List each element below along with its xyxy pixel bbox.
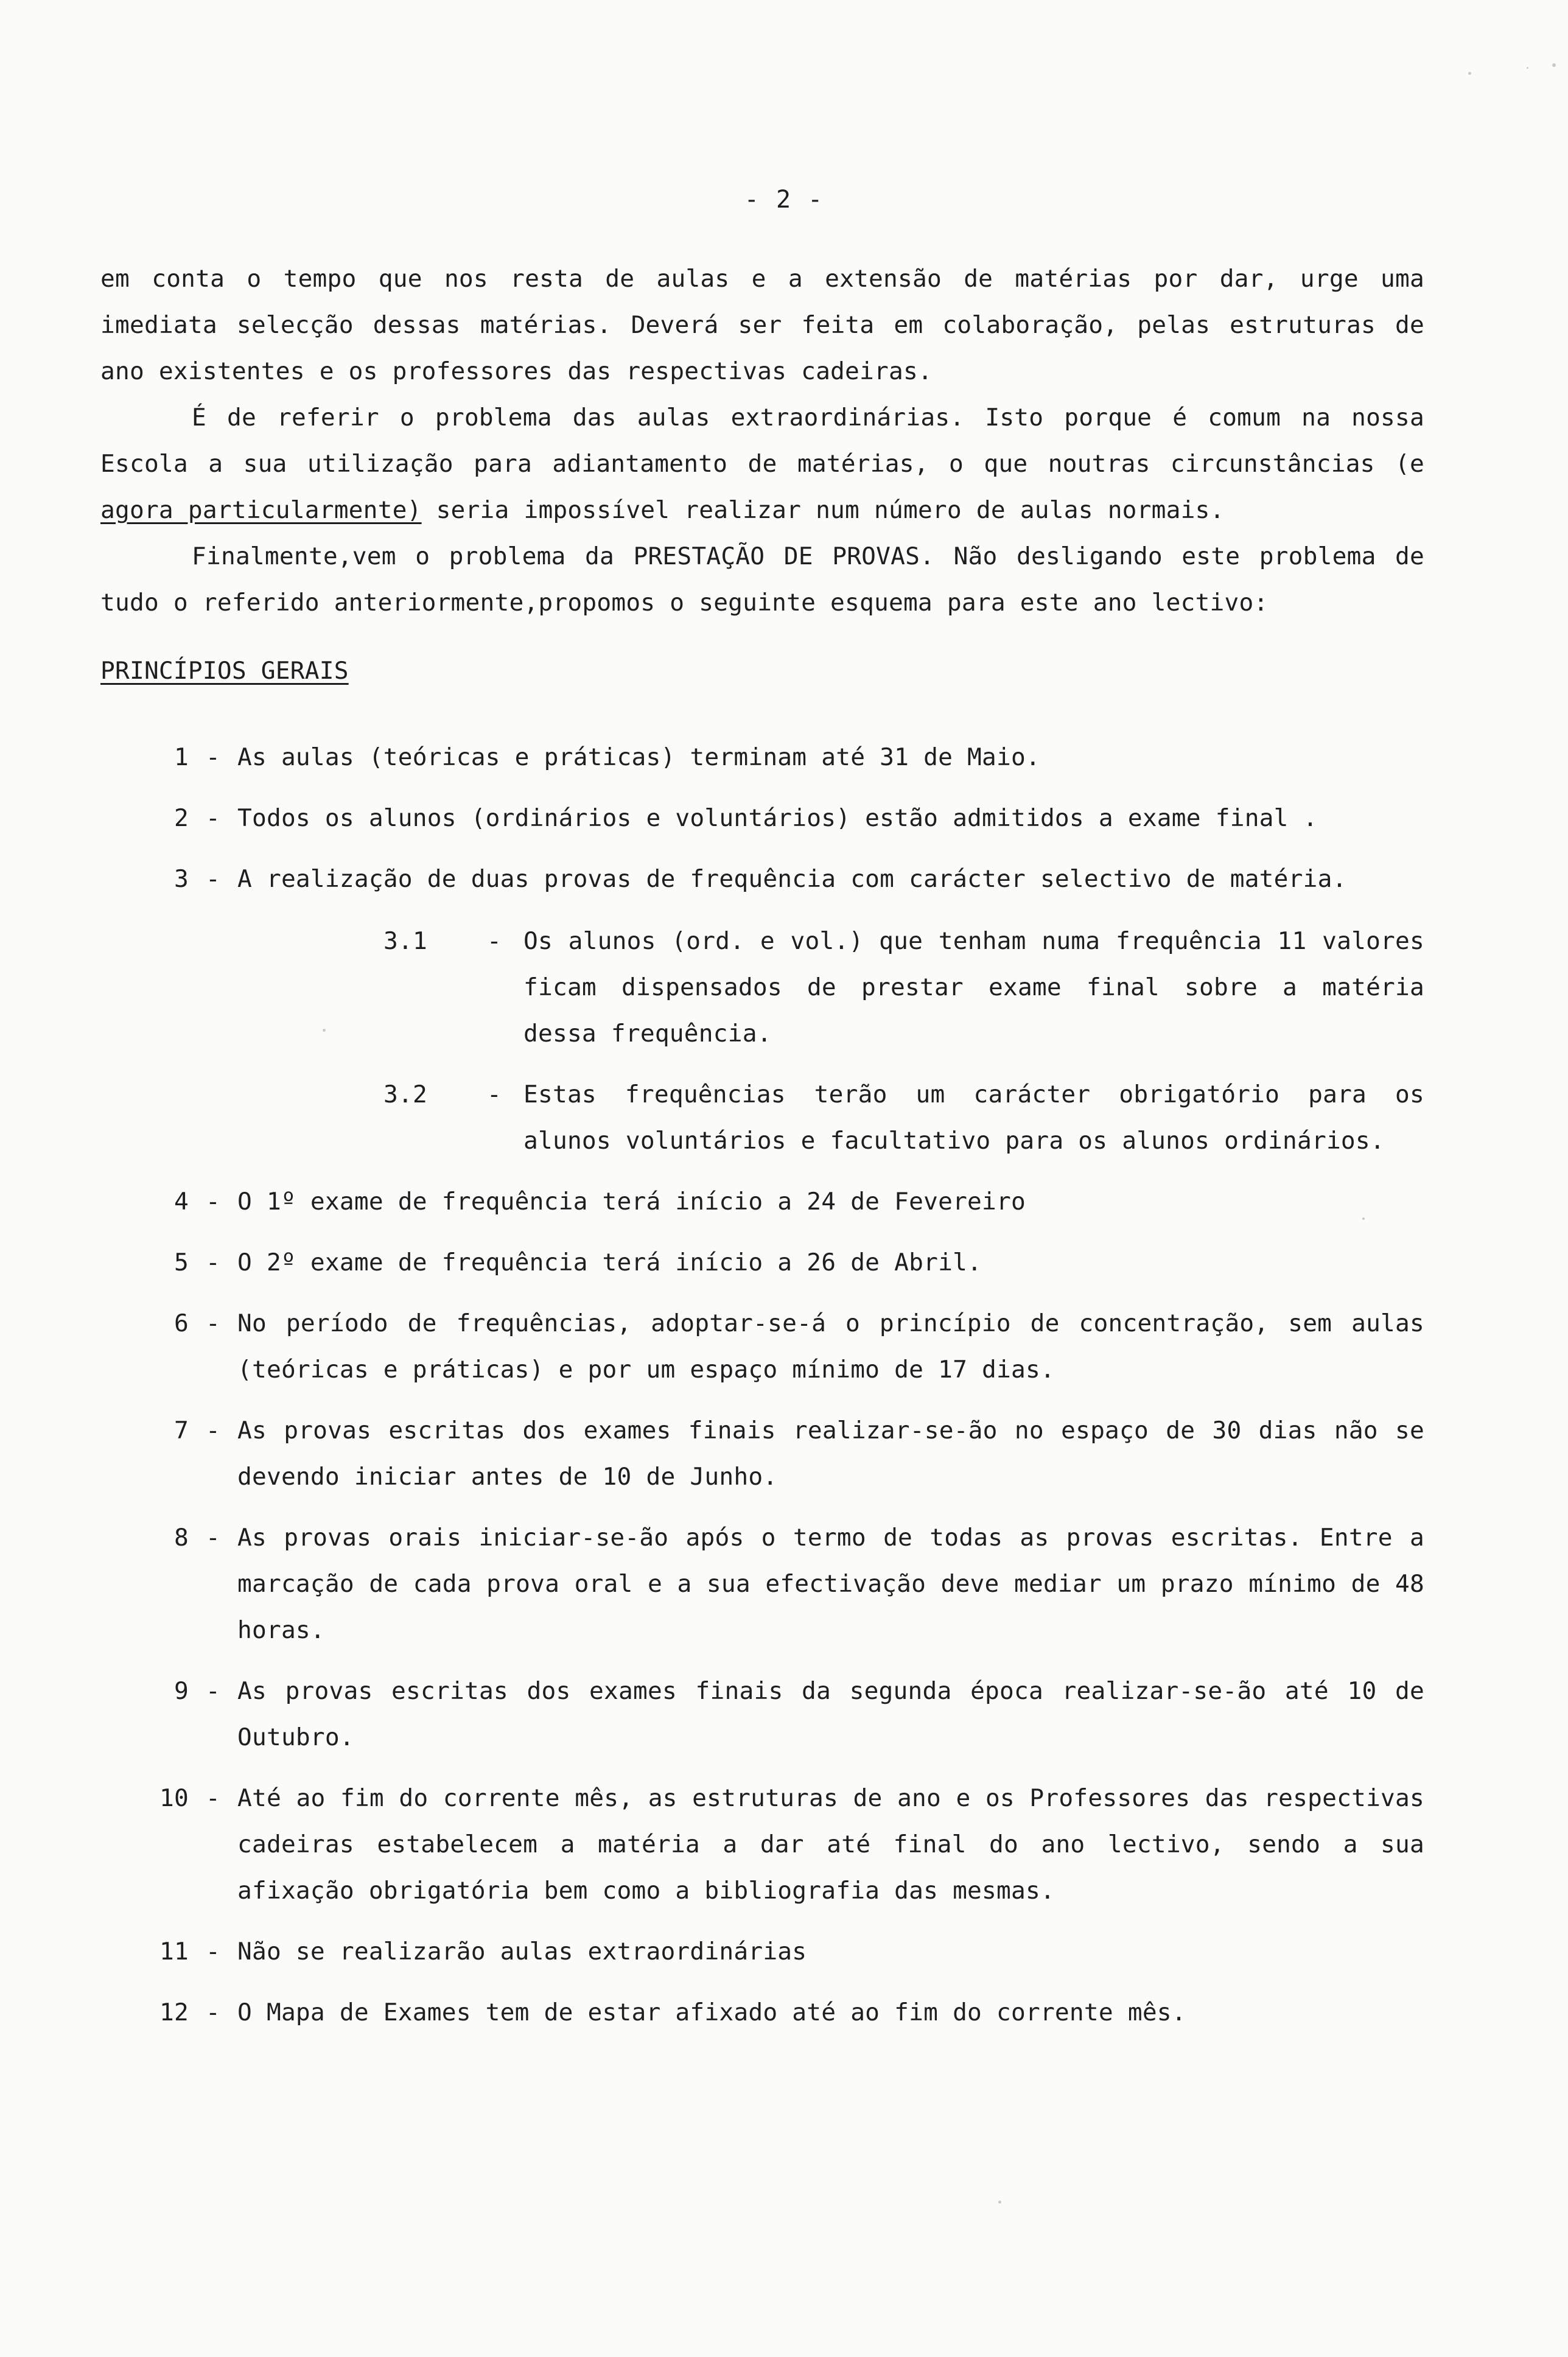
- scan-speck: [1552, 63, 1556, 67]
- item-number: 3: [174, 865, 189, 893]
- item-text: As aulas (teóricas e práticas) terminam até 31 de Maio.: [237, 743, 1040, 771]
- item-text: O 1º exame de frequência terá início a 24 de Fevereiro: [237, 1188, 1026, 1216]
- sub-item-text: Os alunos (ord. e vol.) que tenham numa frequência 11 valores ficam dispensados de prestar exame final sobre a matéria dessa frequência.: [523, 927, 1424, 1048]
- item-number: 5: [174, 1249, 189, 1277]
- item-dash: -: [206, 1784, 220, 1812]
- item-dash: -: [206, 1309, 220, 1337]
- item-text: As provas escritas dos exames finais da segunda época realizar-se-ão até 10 de Outubro.: [237, 1677, 1424, 1751]
- sub-item-dash: -: [487, 1080, 502, 1108]
- scan-speck: [1527, 67, 1528, 69]
- exams-paragraph: Finalmente,vem o problema da PRESTAÇÃO DE PROVAS. Não desligando este problema de tudo o referido anteriormente,propomos o seguinte esquema para este ano lectivo:: [100, 542, 1424, 617]
- paragraph-text: É de referir o problema das aulas extraordinárias. Isto porque é comum na nossa Escola a sua utilização para adiantamento de matérias, o que noutras circunstâncias (e: [100, 404, 1424, 478]
- item-text: Até ao fim do corrente mês, as estruturas de ano e os Professores das respectivas cadeiras estabelecem a matéria a dar até final do ano lectivo, sendo a sua afixação obrigatória bem como a bibliografia das mesmas.: [237, 1784, 1424, 1905]
- item-text: Todos os alunos (ordinários e voluntários) estão admitidos a exame final .: [237, 804, 1318, 832]
- principle-item: [100, 1300, 1424, 1393]
- sub-principle-item: [383, 1071, 1424, 1164]
- sub-item-dash: -: [487, 927, 502, 955]
- section-heading: PRINCÍPIOS GERAIS: [100, 657, 349, 685]
- item-dash: -: [206, 804, 220, 832]
- principle-item: [100, 1928, 1424, 1975]
- item-number: 4: [174, 1188, 189, 1216]
- sub-principles-list: [383, 918, 1424, 1164]
- sub-item-number: 3.2: [383, 1080, 427, 1108]
- principle-item: [100, 856, 1424, 1164]
- underlined-phrase: agora particularmente): [100, 496, 422, 524]
- item-dash: -: [206, 1188, 220, 1216]
- item-dash: -: [206, 1938, 220, 1966]
- principle-item: [100, 1239, 1424, 1286]
- item-text: No período de frequências, adoptar-se-á o princípio de concentração, sem aulas (teóricas e práticas) e por um espaço mínimo de 17 dias.: [237, 1309, 1424, 1384]
- principle-item: [100, 734, 1424, 780]
- sub-item-text: Estas frequências terão um carácter obrigatório para os alunos voluntários e facultativo para os alunos ordinários.: [523, 1080, 1424, 1155]
- item-dash: -: [206, 1249, 220, 1277]
- item-number: 12: [159, 1998, 189, 2026]
- item-number: 2: [174, 804, 189, 832]
- item-dash: -: [206, 1998, 220, 2026]
- item-dash: -: [206, 1417, 220, 1445]
- principle-item: [100, 1989, 1424, 2036]
- principle-item: [100, 1668, 1424, 1760]
- principle-item: [100, 1407, 1424, 1500]
- page-number: - 2 -: [744, 186, 824, 214]
- item-number: 7: [174, 1417, 189, 1445]
- principle-item: [100, 795, 1424, 841]
- item-dash: -: [206, 743, 220, 771]
- item-text: Não se realizarão aulas extraordinárias: [237, 1938, 807, 1966]
- item-number: 6: [174, 1309, 189, 1337]
- scan-speck: [998, 2201, 1001, 2204]
- item-number: 8: [174, 1524, 189, 1552]
- item-number: 1: [174, 743, 189, 771]
- principle-item: [100, 1775, 1424, 1914]
- sub-item-number: 3.1: [383, 927, 427, 955]
- item-text: As provas orais iniciar-se-ão após o termo de todas as provas escritas. Entre a marcação de cada prova oral e a sua efectivação deve mediar um prazo mínimo de 48 horas.: [237, 1524, 1424, 1644]
- item-number: 11: [159, 1938, 189, 1966]
- item-number: 9: [174, 1677, 189, 1705]
- document-body: [100, 256, 1424, 2050]
- extraordinary-classes-paragraph: [100, 394, 1424, 533]
- intro-paragraph: em conta o tempo que nos resta de aulas e a extensão de matérias por dar, urge uma imediata selecção dessas matérias. Deverá ser feita em colaboração, pelas estruturas de ano existentes e os professores das respectivas cadeiras.: [100, 265, 1424, 385]
- paragraph-text: seria impossível realizar num número de aulas normais.: [421, 496, 1225, 524]
- item-dash: -: [206, 1677, 220, 1705]
- item-number: 10: [159, 1784, 189, 1812]
- sub-principle-item: [383, 918, 1424, 1057]
- item-dash: -: [206, 865, 220, 893]
- principle-item: [100, 1515, 1424, 1653]
- item-text: O Mapa de Exames tem de estar afixado até ao fim do corrente mês.: [237, 1998, 1186, 2026]
- principle-item: [100, 1178, 1424, 1225]
- item-dash: -: [206, 1524, 220, 1552]
- scan-speck: [1468, 72, 1471, 75]
- item-text: A realização de duas provas de frequência com carácter selectivo de matéria.: [237, 865, 1347, 893]
- item-text: O 2º exame de frequência terá início a 26 de Abril.: [237, 1249, 982, 1277]
- principles-list: [100, 734, 1424, 2036]
- item-text: As provas escritas dos exames finais realizar-se-ão no espaço de 30 dias não se devendo iniciar antes de 10 de Junho.: [237, 1417, 1424, 1491]
